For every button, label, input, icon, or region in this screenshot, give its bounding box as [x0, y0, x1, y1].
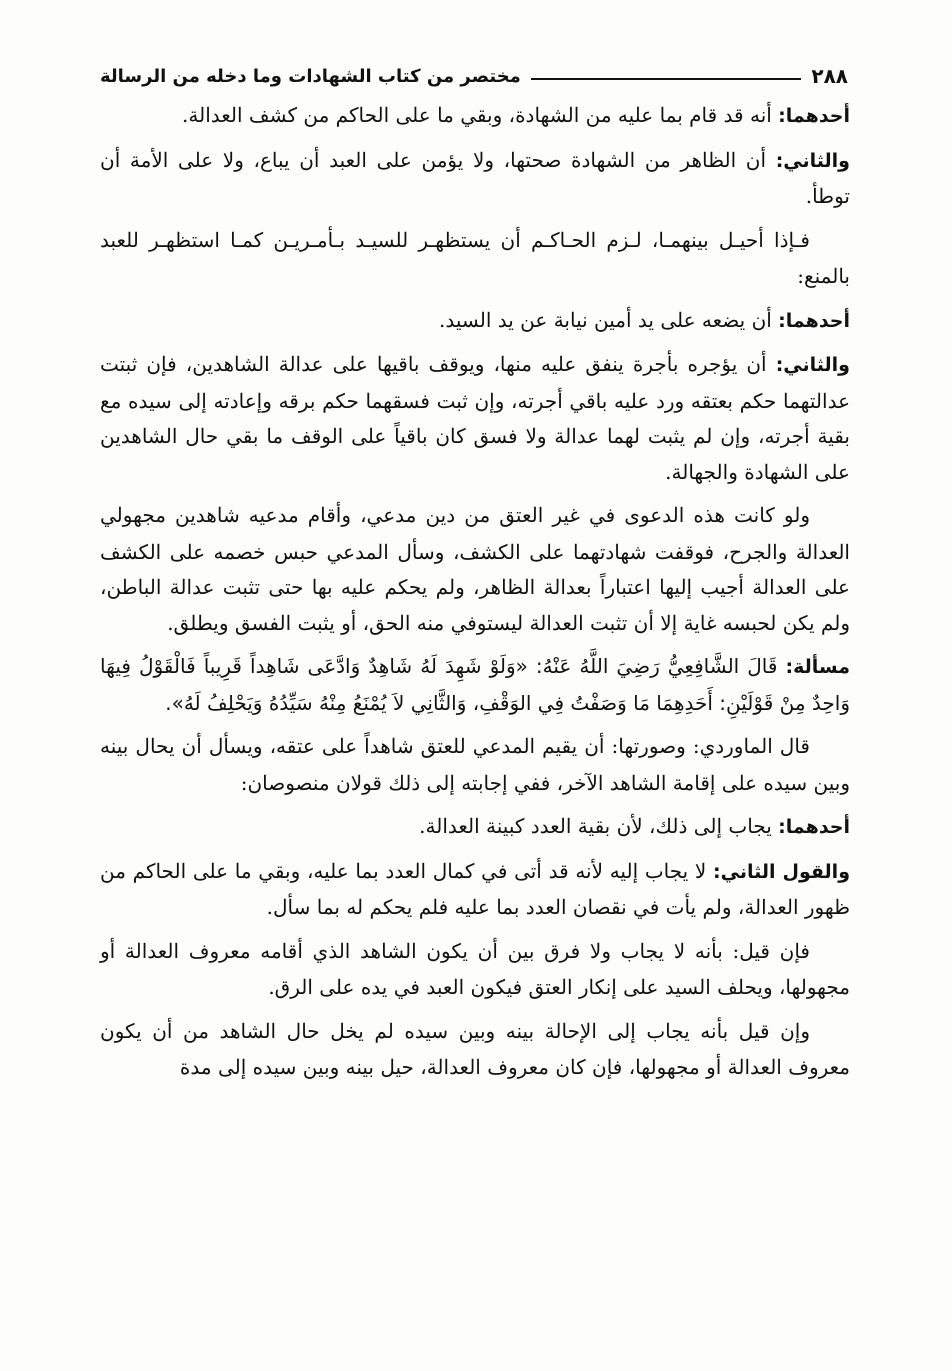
- paragraph: [100, 223, 850, 295]
- paragraph: [100, 934, 850, 1006]
- paragraph-text: وإن قيل بأنه يجاب إلى الإحالة بينه وبين سيده لم يخل حال الشاهد من أن يكون معروف العدالة أو مجهولها، فإن كان معروف العدالة، حيل بينه وبين سيده إلى مدة: [100, 1018, 850, 1079]
- paragraph: [100, 143, 850, 215]
- quoted-text: قَالَ الشَّافِعِيُّ رَضِيَ اللَّهُ عَنْهُ: «وَلَوْ شَهِدَ لَهُ شَاهِدٌ وَادَّعَى شَاهِداً قَرِيباً فَالْقَوْلُ فِيهَا وَاحِدٌ مِنْ قَوْلَيْنِ: أَحَدِهِمَا مَا وَصَفْتُ فِي الوَقْفِ، وَالثَّانِي لاَ يُمْنَعُ مِنْهُ سَيِّدُهُ وَيَحْلِفُ لَهُ».: [100, 654, 850, 715]
- running-title: مختصر من كتاب الشهادات وما دخله من الرسالة: [100, 65, 521, 87]
- paragraph: [100, 1014, 850, 1086]
- paragraph-text: أن يؤجره بأجرة ينفق عليه منها، ويوقف باقيها على عدالة الشاهدين، فإن ثبتت عدالتهما حكم بعتقه ورد عليه باقي أجرته، وإن ثبت فسقهما حكم برقه وإعادته إلى سيده مع بقية أجرته، وإن لم يثبت لهما عدالة ولا فسق كان باقياً على الوقف ما بقي حال الشاهدين على الشهادة والجهالة.: [100, 352, 850, 484]
- paragraph-text: فإن قيل: بأنه لا يجاب ولا فرق بين أن يكون الشاهد الذي أقامه معروف العدالة أو مجهولها، ويحلف السيد على إنكار العتق فيكون العبد في يده على الرق.: [100, 938, 850, 999]
- paragraph-text: أن الظاهر من الشهادة صحتها، ولا يؤمن على العبد أن يباع، ولا على الأمة أن توطأ.: [100, 147, 850, 208]
- paragraph-lead: أحدهما:: [778, 816, 850, 838]
- paragraph-lead: والثاني:: [775, 149, 850, 172]
- paragraph: [100, 347, 850, 490]
- page-header: [100, 60, 848, 92]
- paragraph: [100, 498, 850, 641]
- paragraph-text: فـإذا أحيـل بينهمـا، لـزم الحـاكـم أن يستظهـر للسيـد بـأمـريـن كمـا استظهـر للعبد بالمنع:: [100, 227, 850, 288]
- paragraph: [100, 303, 850, 340]
- paragraph-lead: والقول الثاني:: [713, 860, 851, 883]
- page-number: ٢٨٨: [811, 64, 848, 88]
- paragraph-text: يجاب إلى ذلك، لأن بقية العدد كبينة العدالة.: [419, 814, 779, 838]
- body-text: [100, 98, 850, 1094]
- paragraph: [100, 809, 850, 846]
- header-rule: [531, 78, 802, 80]
- paragraph: [100, 98, 850, 135]
- paragraph-text: لا يجاب إليه لأنه قد أتى في كمال العدد بما عليه، وبقي ما على الحاكم من ظهور العدالة، ولم يأت في نقصان العدد بما عليه فلم يحكم له بما سأل.: [100, 858, 850, 919]
- paragraph-text: أنه قد قام بما عليه من الشهادة، وبقي ما على الحاكم من كشف العدالة.: [182, 103, 779, 127]
- paragraph-lead: مسألة:: [785, 656, 850, 678]
- paragraph-lead: أحدهما:: [778, 309, 850, 332]
- paragraph: [100, 854, 850, 926]
- paragraph-lead: أحدهما:: [778, 105, 850, 127]
- paragraph-text: قال الماوردي: وصورتها: أن يقيم المدعي للعتق شاهداً على عتقه، ويسأل أن يحال بينه وبين سيده على إقامة الشاهد الآخر، ففي إجابته إلى ذلك قولان منصوصان:: [100, 734, 850, 795]
- paragraph-text: أن يضعه على يد أمين نيابة عن يد السيد.: [439, 307, 779, 332]
- paragraph-lead: والثاني:: [775, 354, 850, 376]
- paragraph-masala: [100, 649, 850, 721]
- paragraph-text: ولو كانت هذه الدعوى في غير العتق من دين مدعي، وأقام مدعيه شاهدين مجهولي العدالة والجرح، فوقفت شهادتهما على الكشف، وسأل المدعي حبس خصمه على الكشف على العدالة أجيب إليها اعتباراً بعدالة الظاهر، ولم يحكم عليه بها حتى تثبت عدالة الباطن، ولم يكن لحبسه غاية إلا أن تثبت العدالة ليستوفي منه الحق، أو يثبت الفسق ويطلق.: [100, 503, 850, 635]
- paragraph: [100, 729, 850, 801]
